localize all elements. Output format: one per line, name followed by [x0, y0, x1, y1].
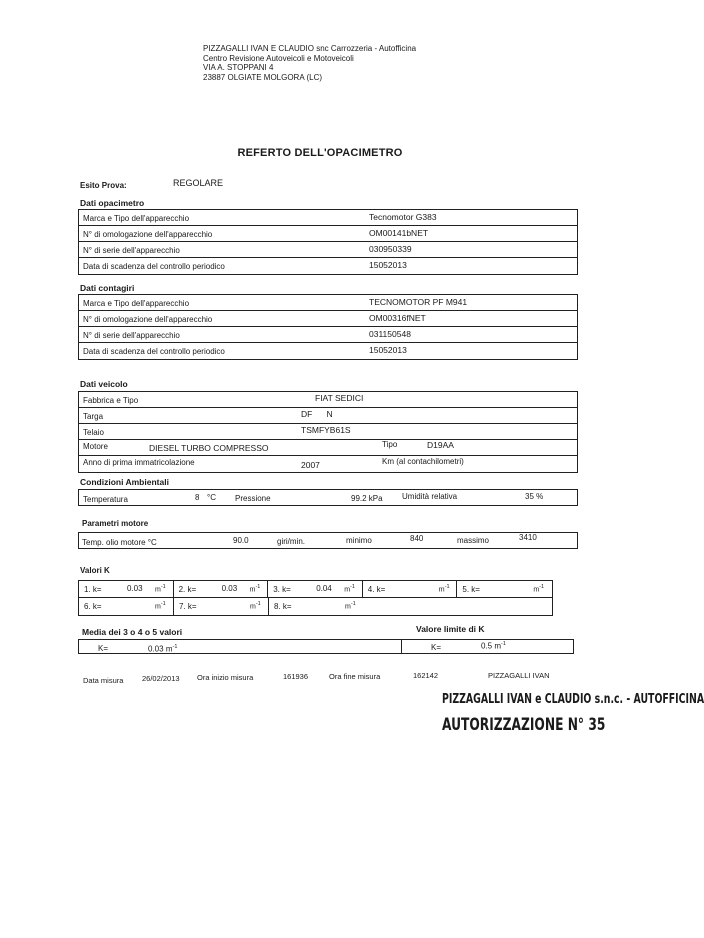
k-cell-4 [363, 581, 458, 597]
k-label: 8. k= [274, 602, 292, 611]
ambientali-title: Condizioni Ambientali [80, 477, 169, 487]
row-label: Marca e Tipo dell'apparecchio [83, 214, 190, 223]
k-cell-2 [174, 581, 269, 597]
row-value: 031150548 [369, 329, 411, 339]
table-row [79, 440, 577, 456]
giri-label: giri/min. [277, 537, 306, 546]
press-value: 99.2 kPa [351, 494, 383, 503]
data-misura-label: Data misura [83, 676, 124, 685]
media-k-label: K= [98, 644, 109, 653]
table-row [79, 295, 577, 311]
row-value: 15052013 [369, 260, 407, 270]
press-label: Pressione [235, 494, 271, 503]
opacimetro-title: Dati opacimetro [80, 198, 145, 208]
row-label: Anno di prima immatricolazione [83, 458, 195, 467]
k-cell-7 [174, 598, 269, 615]
umid-label: Umidità relativa [402, 492, 458, 501]
row-value: 15052013 [369, 345, 407, 355]
ora-fine-label: Ora fine misura [329, 672, 381, 681]
olio-label: Temp. olio motore °C [82, 538, 157, 547]
company-stamp-line1: PIZZAGALLI IVAN e CLAUDIO s.n.c. - AUTOFFICINA [442, 692, 704, 707]
k-cell-1 [79, 581, 174, 597]
valori-k-title: Valori K [80, 566, 110, 575]
k-unit: $m^{-1}$ [155, 584, 166, 594]
table-row [79, 456, 577, 472]
row-value: 030950339 [369, 244, 412, 254]
k-unit: $m^{-1}$ [155, 601, 166, 611]
minimo-value: 840 [410, 534, 424, 543]
limite-k-value: 0.5 $m^{-1}$ [481, 641, 506, 651]
massimo-label: massimo [457, 536, 490, 545]
row-label: N° di serie dell'apparecchio [83, 246, 180, 255]
k-label: 2. k= [178, 585, 197, 594]
row-value: OM00141bNET [369, 228, 429, 238]
table-row [79, 258, 577, 274]
ora-inizio-value: 161936 [283, 672, 309, 681]
k-unit: $m^{-1}$ [438, 584, 450, 594]
row-label: N° di omologazione dell'apparecchio [83, 230, 213, 239]
limite-k-label: K= [431, 643, 442, 652]
k-unit: $m^{-1}$ [344, 584, 355, 594]
contagiri-title: Dati contagiri [80, 283, 135, 293]
row-label: N° di omologazione dell'apparecchio [83, 315, 213, 324]
table-row [79, 226, 577, 242]
ambientali-table [78, 489, 578, 506]
k-value: 0.04 [316, 584, 332, 593]
row-value: TECNOMOTOR PF M941 [369, 297, 468, 307]
company-activity: Centro Revisione Autoveicoli e Motoveicoli [203, 53, 354, 63]
data-misura-value: 26/02/2013 [142, 674, 180, 683]
k-label: 4. k= [367, 585, 386, 594]
k-unit: $m^{-1}$ [249, 584, 261, 594]
k-label: 6. k= [84, 602, 102, 611]
row-label: N° di serie dell'apparecchio [83, 331, 180, 340]
minimo-label: minimo [346, 536, 372, 545]
table-row [79, 210, 577, 226]
company-name: PIZZAGALLI IVAN E CLAUDIO snc Carrozzeria - Autofficina [203, 44, 417, 53]
media-divider [401, 640, 402, 653]
k-label: 7. k= [179, 602, 197, 611]
table-row [79, 343, 577, 359]
table-row [79, 408, 577, 424]
row-label: Data di scadenza del controllo periodico [83, 347, 225, 356]
table-row [79, 598, 552, 615]
motore-table [78, 532, 578, 549]
k-cell-3 [268, 581, 363, 597]
table-row [79, 311, 577, 327]
ora-inizio-label: Ora inizio misura [197, 673, 254, 682]
row-value: OM00316fNET [369, 313, 426, 323]
olio-value: 90.0 [233, 536, 249, 545]
company-city: 23887 OLGIATE MOLGORA (LC) [203, 72, 323, 82]
row-label: Fabbrica e Tipo [83, 396, 139, 405]
k-label: 1. k= [84, 585, 102, 594]
temp-unit: °C [207, 493, 216, 502]
company-stamp-line2: AUTORIZZAZIONE N° 35 [442, 715, 606, 735]
tipo-value: D19AA [427, 440, 454, 450]
row-value: 2007 [301, 460, 320, 470]
media-title: Media dei 3 o 4 o 5 valori [82, 627, 183, 637]
valori-k-table [78, 580, 553, 616]
limite-title: Valore limite di K [416, 624, 485, 634]
esito-value: REGOLARE [173, 178, 224, 188]
k-unit: $m^{-1}$ [250, 601, 261, 611]
page-title: REFERTO DELL'OPACIMETRO [237, 147, 403, 159]
company-header [203, 44, 416, 82]
k-cell-5 [457, 581, 552, 597]
temp-label: Temperatura [83, 495, 128, 504]
table-row [79, 424, 577, 440]
k-unit: $m^{-1}$ [345, 601, 356, 611]
tipo-label: Tipo [382, 440, 398, 449]
umid-value: 35 % [525, 492, 544, 501]
row-value: DIESEL TURBO COMPRESSO [149, 443, 269, 453]
km-label: Km (al contachilometri) [382, 457, 464, 466]
media-k-value: 0.03 $m^{-1}$ [148, 644, 178, 654]
contagiri-table [78, 294, 578, 360]
k-value: 0.03 [221, 584, 238, 593]
k-value: 0.03 [127, 584, 143, 593]
operator-name: PIZZAGALLI IVAN [488, 671, 550, 680]
table-row [79, 392, 577, 408]
k-label: 3. k= [273, 585, 291, 594]
veicolo-table [78, 391, 578, 473]
row-label: Data di scadenza del controllo periodico [83, 262, 225, 271]
row-label: Motore [83, 442, 108, 451]
motore-title: Parametri motore [82, 519, 149, 528]
row-value: DF N [301, 409, 333, 419]
row-value: TSMFYB61S [301, 425, 351, 435]
row-value: FIAT SEDICI [315, 393, 364, 403]
row-value: Tecnomotor G383 [369, 212, 437, 222]
media-table [78, 639, 574, 654]
esito-label: Esito Prova: [80, 181, 127, 190]
k-cell-8 [269, 598, 364, 615]
temp-value: 8 [195, 493, 200, 502]
opacimetro-table [78, 209, 578, 275]
k-label: 5. k= [462, 585, 480, 594]
table-row [79, 581, 552, 598]
massimo-value: 3410 [519, 533, 537, 542]
table-row [79, 242, 577, 258]
company-address: VIA A. STOPPANI 4 [203, 63, 274, 72]
table-row [79, 327, 577, 343]
ora-fine-value: 162142 [413, 671, 439, 680]
k-unit: $m^{-1}$ [533, 584, 545, 594]
row-label: Targa [83, 412, 104, 421]
row-label: Marca e Tipo dell'apparecchio [83, 299, 190, 308]
row-label: Telaio [83, 428, 104, 437]
veicolo-title: Dati veicolo [80, 379, 128, 389]
k-cell-6 [79, 598, 174, 615]
